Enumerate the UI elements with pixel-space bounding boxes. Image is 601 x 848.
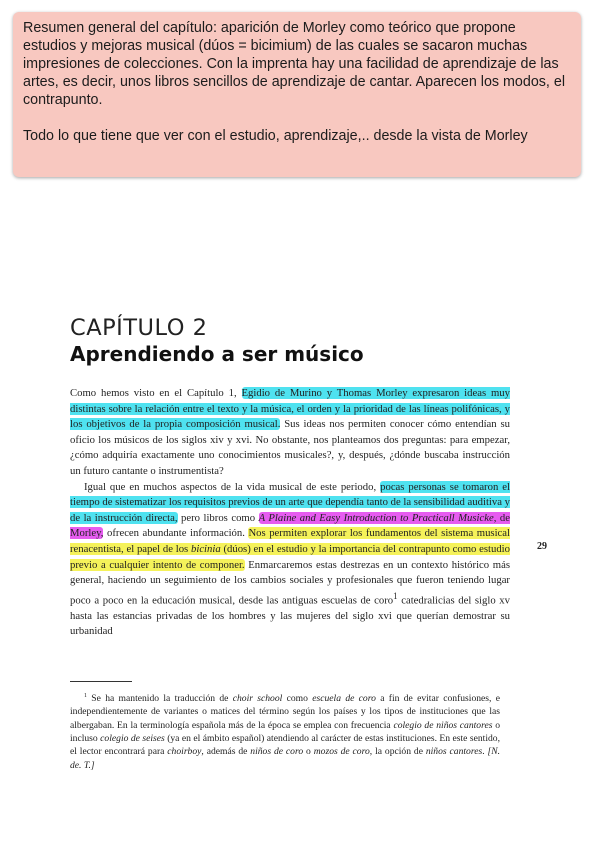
footnote-italic: colegio de seises	[100, 733, 165, 745]
body-paragraph-2	[70, 480, 510, 641]
footnote-span: .	[482, 746, 488, 758]
footnote-text	[70, 690, 500, 772]
footnote-span: a fin de evitar confusiones, e independientemente de variantes o matices del término según los países y los tipos de instituciones que las albergaban. En la terminología española más de la época se emplea con frecuencia	[70, 693, 500, 731]
body-text-span: Igual que en muchos aspectos de la vida musical de este periodo,	[84, 480, 381, 493]
footnote-italic: escuela de coro	[312, 693, 376, 705]
note-paragraph-1: Resumen general del capítulo: aparición de Morley como teórico que propone estudios y mejoras musical (dúos = bicimium) de las cuales se sacaron muchas impresiones de colecciones. Con la imprenta hay una facilidad de aprendizaje de las artes, es decir, unos libros sencillos de aprendizaje de cantar. Aparecen los modos, el contrapunto.	[23, 20, 566, 108]
body-text-span: Enmarcaremos estas destrezas en un contexto histórico más general, haciendo un seguimiento de los cambios sociales y profesionales que fueron teniendo lugar poco a poco en la educación musical, desde las antiguas escuelas de coro	[70, 558, 510, 607]
chapter-title: Aprendiendo a ser músico	[70, 342, 364, 366]
footnote-span: o incluso	[70, 719, 501, 745]
footnote-italic: niños cantores	[425, 746, 483, 758]
body-text-span: pero libros como	[177, 511, 259, 524]
footnote-italic: choirboy	[167, 746, 202, 758]
body-text-span: Como hemos visto en el Capítulo 1,	[70, 387, 242, 399]
note-paragraph-2: Todo lo que tiene que ver con el estudio, aprendizaje,.. desde la vista de Morley	[23, 128, 528, 144]
chapter-label: CAPÍTULO 2	[70, 315, 208, 341]
footnote-italic: choir school	[232, 693, 283, 705]
italic-term: bicinia	[191, 542, 221, 555]
footnote-divider	[70, 681, 132, 682]
body-text-span: , de Morley,	[70, 511, 510, 540]
book-title: A Plaine and Easy Introduction to Practicall Musicke	[258, 511, 494, 524]
footnote-ref: 1	[393, 590, 398, 601]
footnote-italic: [N. de. T.]	[70, 746, 501, 771]
body-text-span: (dúos) en el estudio y la importancia del contrapunto como estudio previo a cualquier intento de componer.	[70, 542, 510, 571]
highlight-cyan: Egidio de Murino y Thomas Morley expresaron ideas muy distintas sobre la relación entre el texto y la música, el orden y la prioridad de las líneas polifónicas, y los objetivos de la propia composición musical.	[70, 387, 510, 431]
footnote	[70, 690, 500, 772]
footnote-span: o	[303, 746, 314, 758]
footnote-italic: colegio de niños cantores	[393, 719, 493, 731]
chapter-body	[70, 386, 510, 640]
summary-note	[13, 12, 581, 177]
page-number: 29	[537, 541, 547, 552]
footnote-italic: mozos de coro	[313, 746, 370, 758]
body-text-span: catedralicias del siglo xv hasta las estancias privadas de los hombres y las mujeres del siglo xvi que querían demostrar su urbanidad	[70, 594, 510, 638]
footnote-marker: 1	[84, 693, 87, 699]
footnote-span: (ya en el ámbito español) atendiendo al carácter de estas instituciones. En este sentido, el lector encontrará para	[70, 733, 500, 758]
body-text-span: ofrecen abundante información.	[103, 527, 249, 540]
footnote-span: Se ha mantenido la traducción de	[87, 693, 233, 705]
footnote-span: , la opción de	[369, 746, 426, 758]
footnote-span: como	[282, 693, 313, 705]
body-text-span: Sus ideas nos permiten conocer cómo entendían su oficio los músicos de los siglos xiv y xvi. No obstante, nos planteamos dos preguntas: para empezar, ¿cómo adquiría exactamente uno conocimientos musicales?, y, después, ¿dónde buscaba instrucción un futuro cantante o instrumentista?	[70, 418, 510, 477]
footnote-span: , además de	[201, 746, 251, 758]
highlight-cyan: pocas personas se tomaron el tiempo de sistematizar los requisitos previos de un arte que dependía tanto de la sensibilidad auditiva y de la instrucción directa,	[70, 480, 510, 524]
body-paragraph-1	[70, 386, 510, 480]
body-text-span: Nos permiten explorar los fundamentos del sistema musical renacentista, el papel de los	[70, 527, 510, 555]
footnote-italic: niños de coro	[250, 746, 304, 758]
